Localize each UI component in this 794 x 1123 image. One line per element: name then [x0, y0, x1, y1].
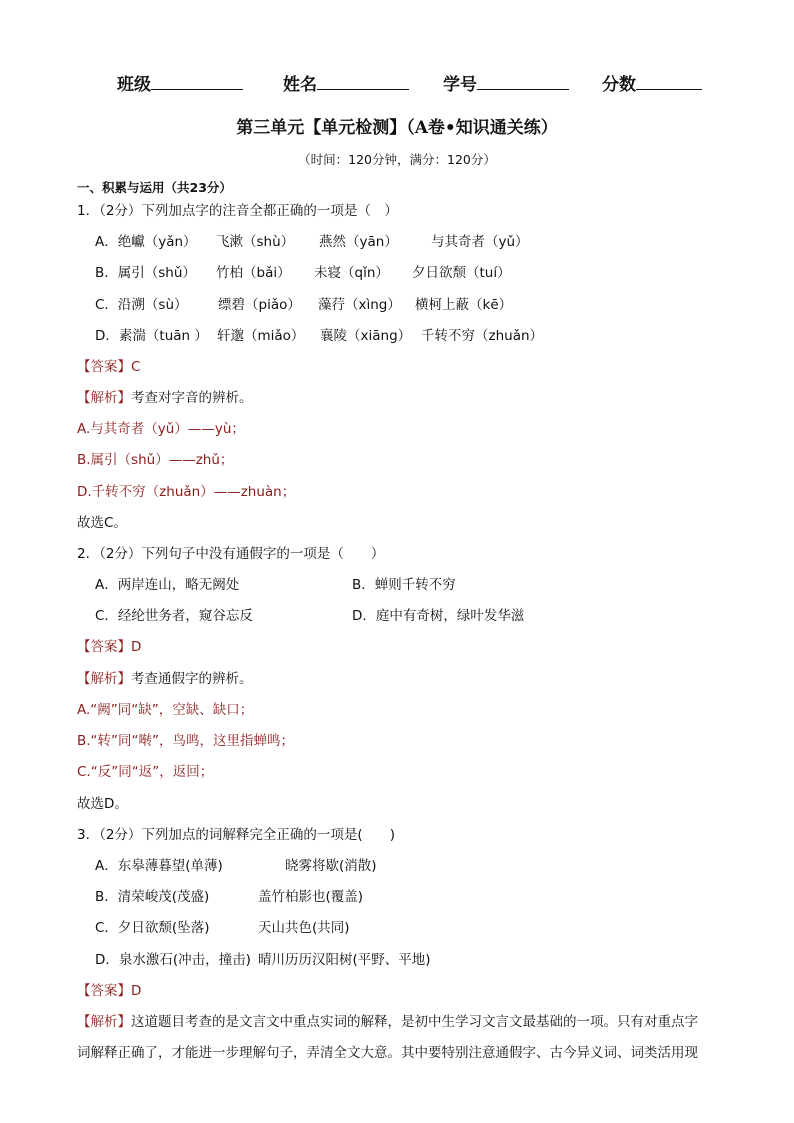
- q1-note-b: B.属引（shǔ）——zhǔ；: [77, 452, 234, 468]
- q2-option-d: D．庭中有奇树，绿叶发华滋: [352, 608, 525, 624]
- q3-analysis-line1: 【解析】这道题目考查的是文言文中重点实词的解释，是初中生学习文言文最基础的一项。只有对重点字: [77, 1014, 698, 1030]
- q1-conclusion: 故选C。: [77, 515, 127, 531]
- q2-option-b: B．蝉则千转不穷: [352, 577, 456, 593]
- q2-note-c: C.“反”同“返”，返回；: [77, 764, 214, 780]
- q2-option-c: C．经纶世务者，窥谷忘反: [95, 608, 253, 624]
- score-label: 分数: [602, 75, 636, 95]
- q2-option-a: A．两岸连山，略无阙处: [95, 577, 240, 593]
- exam-page: 班级 姓名 学号 分数 第三单元【单元检测】（A卷•知识通关练） （时间：120分钟，满分：120分） 一、积累与运用（共23分） 1．（2分）下列加点字的注音全都正确的一项是（ ） A．绝巘（yǎn） 飞漱（shù） 燕然（yān） 与其奇者（yǔ） B．属引（shǔ） 竹柏（bǎi） 未寝（qǐn） 夕日欲颓（tuí） C．沿溯（sù） 缥碧（piǎo） 藻荇（xìng） 横柯上蔽（kē） D．素湍（tuān ） 轩邈（miǎo） 襄陵（xiāng） 千转不穷（zhuǎn） 【答案】C 【解析】考查对字音的辨析。 A.与其奇者（yǔ）——yù； B.属引（shǔ）——zhǔ； D.千转不穷（zhuǎn）——zhuàn； 故选C。 2．（2分）下列句子中没有通假字的一项是（ ） A．两岸连山，略无阙处 B．蝉则千转不穷 C．经纶世务者，窥谷忘反 D．庭中有奇树，绿叶发华滋 【答案】D 【解析】考查通假字的辨析。 A.“阙”同“缺”，空缺、缺口； B.“转”同“啭”，鸟鸣，这里指蝉鸣； C.“反”同“返”，返回； 故选D。 3．（2分）下列加点的词解释完全正确的一项是( ) A．东皋薄暮望(单薄) 晓雾将歇(消散) B．清荣峻茂(茂盛) 盖竹柏影也(覆盖) C．夕日欲颓(坠落) 天山共色(共同) D．泉水激石(冲击，撞击) 晴川历历汉阳树(平野、平地) 【答案】D 【解析】这道题目考查的是文言文中重点实词的解释，是初中生学习文言文最基础的一项。只有对重点字 词解释正确了，才能进一步理解句子，弄清全文大意。其中要特别注意通假字、古今异义词、词类活用现: [0, 0, 794, 1123]
- score-blank[interactable]: [636, 70, 702, 90]
- exam-subtitle: （时间：120分钟，满分：120分）: [298, 152, 496, 167]
- student-id-blank[interactable]: [477, 70, 569, 90]
- student-id-label: 学号: [443, 75, 477, 95]
- q3-stem: 3．（2分）下列加点的词解释完全正确的一项是( ): [77, 827, 395, 843]
- student-id-field: [443, 70, 569, 95]
- q2-note-a: A.“阙”同“缺”，空缺、缺口；: [77, 702, 254, 718]
- q1-stem: 1．（2分）下列加点字的注音全都正确的一项是（ ）: [77, 203, 398, 219]
- student-info-row: [0, 70, 794, 98]
- name-field: [283, 70, 409, 95]
- q1-analysis: 【解析】考查对字音的辨析。: [77, 390, 253, 406]
- name-blank[interactable]: [317, 70, 409, 90]
- section-title: 一、积累与运用（共23分）: [77, 180, 232, 195]
- q2-note-b: B.“转”同“啭”，鸟鸣，这里指蝉鸣；: [77, 733, 295, 749]
- exam-title: 第三单元【单元检测】（A卷•知识通关练）: [236, 118, 558, 138]
- q2-analysis: 【解析】考查通假字的辨析。: [77, 671, 253, 687]
- q2-stem: 2．（2分）下列句子中没有通假字的一项是（ ）: [77, 546, 385, 562]
- class-field: [117, 70, 243, 95]
- q3-analysis-line2: 词解释正确了，才能进一步理解句子，弄清全文大意。其中要特别注意通假字、古今异义词、词类活用现: [77, 1045, 698, 1061]
- q2-conclusion: 故选D。: [77, 796, 128, 812]
- class-label: 班级: [117, 75, 151, 95]
- q2-answer: 【答案】D: [77, 639, 142, 655]
- q3-answer: 【答案】D: [77, 983, 142, 999]
- q1-answer: 【答案】C: [77, 359, 141, 375]
- name-label: 姓名: [283, 75, 317, 95]
- q1-note-d: D.千转不穷（zhuǎn）——zhuàn；: [77, 484, 296, 500]
- score-field: [602, 70, 702, 95]
- q1-note-a: A.与其奇者（yǔ）——yù；: [77, 421, 245, 437]
- class-blank[interactable]: [151, 70, 243, 90]
